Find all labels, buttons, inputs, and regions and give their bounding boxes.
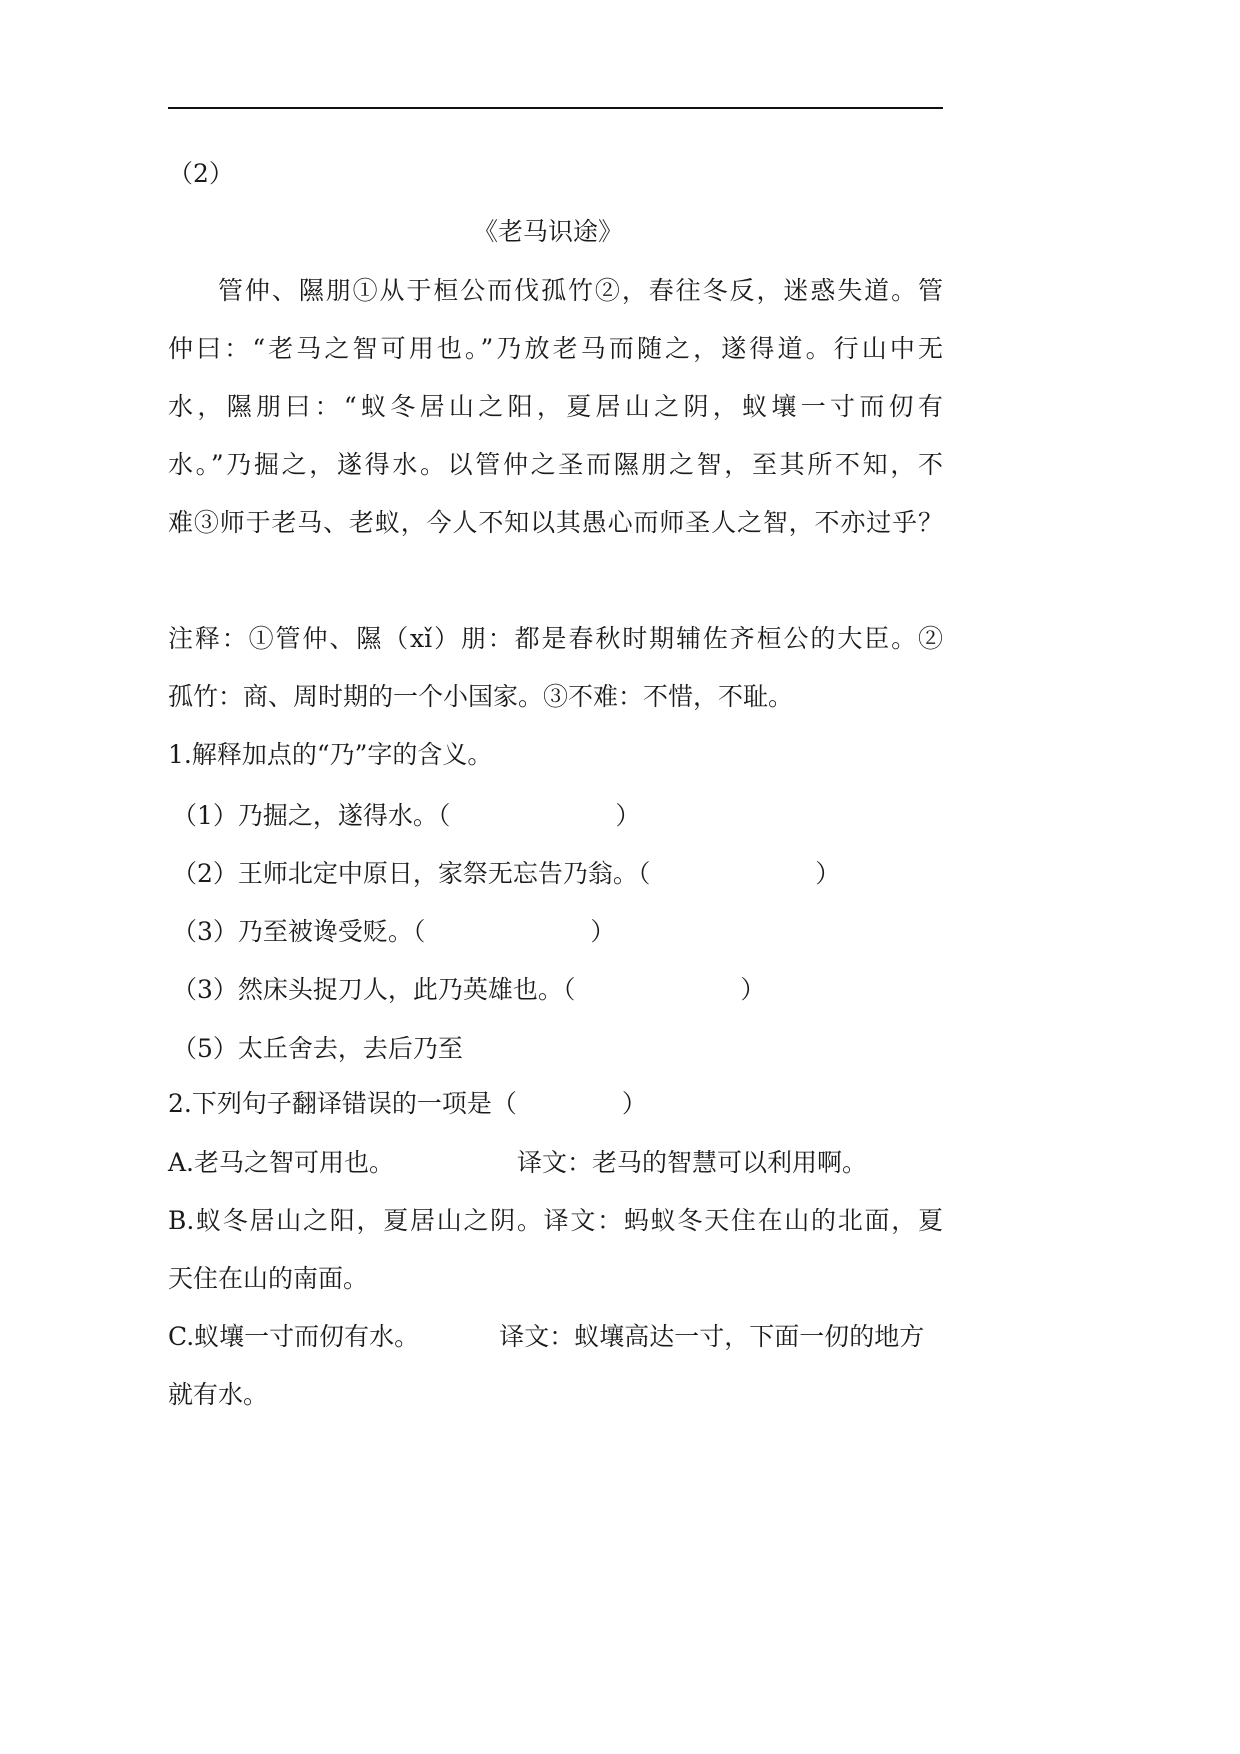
question-1-item <box>172 974 765 1006</box>
passage-line-4: 水。”乃掘之，遂得水。以管仲之圣而隰朋之智，至其所不知，不 <box>168 450 943 479</box>
stem-close: ） <box>621 1089 647 1118</box>
passage-line-1: 管仲、隰朋①从于桓公而伐孤竹②，春往冬反，迷惑失道。管 <box>218 276 943 305</box>
option-text: A.老马之智可用也。 <box>168 1148 395 1177</box>
question-1-item <box>172 800 640 832</box>
item-text: （1）乃掘之，遂得水。（ <box>172 801 451 830</box>
question-1-stem: 1.解释加点的“乃”字的含义。 <box>168 740 493 769</box>
question-1-item <box>172 858 840 890</box>
section-marker: （2） <box>168 159 234 188</box>
passage-title: 《老马识途》 <box>472 217 623 246</box>
item-text: （3）乃至被谗受贬。（ <box>172 917 426 946</box>
option-b-line-2: 天住在山的南面。 <box>168 1264 369 1293</box>
notes-line-2: 孤竹：商、周时期的一个小国家。③不难：不惜，不耻。 <box>168 682 794 711</box>
stem-text: 2.下列句子翻译错误的一项是（ <box>168 1089 517 1118</box>
item-close: ） <box>590 917 616 946</box>
item-close: ） <box>615 801 641 830</box>
notes-line-1: 注释：①管仲、隰（xǐ）朋：都是春秋时期辅佐齐桓公的大臣。② <box>168 624 943 653</box>
question-1-item <box>172 1033 463 1065</box>
option-translation: 译文：蚁壤高达一寸，下面一仞的地方 <box>499 1322 925 1351</box>
item-close: ） <box>815 859 841 888</box>
item-text: （3）然床头捉刀人，此乃英雄也。（ <box>172 975 576 1004</box>
item-text: （5）太丘舍去，去后乃至 <box>172 1034 463 1063</box>
option-c-line-1 <box>168 1321 924 1353</box>
question-2-stem <box>168 1088 647 1120</box>
header-rule <box>168 107 943 109</box>
passage-line-3: 水，隰朋曰：“蚁冬居山之阳，夏居山之阴，蚁壤一寸而仞有 <box>168 392 943 421</box>
option-c-line-2: 就有水。 <box>168 1380 269 1409</box>
option-translation: 译文：老马的智慧可以利用啊。 <box>517 1148 868 1177</box>
question-1-item <box>172 916 615 948</box>
option-text: C.蚁壤一寸而仞有水。 <box>168 1322 420 1351</box>
option-b-line-1: B.蚁冬居山之阳，夏居山之阴。译文：蚂蚁冬天住在山的北面，夏 <box>168 1206 943 1235</box>
passage-line-2: 仲曰：“老马之智可用也。”乃放老马而随之，遂得道。行山中无 <box>168 334 943 363</box>
option-a <box>168 1147 867 1179</box>
passage-line-5: 难③师于老马、老蚁，今人不知以其愚心而师圣人之智，不亦过乎？ <box>168 508 943 537</box>
item-close: ） <box>740 975 766 1004</box>
item-text: （2）王师北定中原日，家祭无忘告乃翁。（ <box>172 859 651 888</box>
